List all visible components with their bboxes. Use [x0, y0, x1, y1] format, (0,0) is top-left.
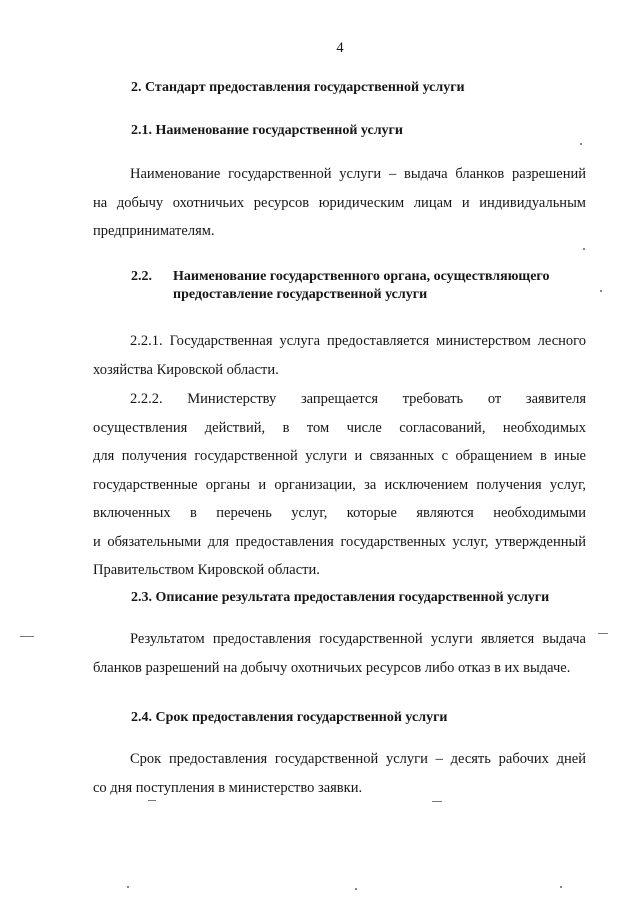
text-line: государственные органы и организации, за исключением получения услуг, — [93, 476, 586, 493]
section-2-1-paragraph — [93, 160, 586, 246]
heading-text: Наименование государственного органа, осуществляющего — [173, 269, 550, 284]
text-line: включенных в перечень услуг, которые являются необходимыми — [93, 505, 586, 521]
section-2-heading: 2. Стандарт предоставления государственной услуги — [131, 80, 465, 95]
text-line: 2.2.2. Министерству запрещается требовать от заявителя — [130, 391, 586, 407]
page-number: 4 — [336, 40, 344, 56]
text-line: Срок предоставления государственной услуги – десять рабочих дней — [130, 751, 586, 767]
heading-line — [131, 269, 586, 285]
section-2-4-heading: 2.4. Срок предоставления государственной услуги — [131, 710, 448, 725]
section-2-1-heading: 2.1. Наименование государственной услуги — [131, 123, 403, 138]
text-line: осуществления действий, в том числе согласований, необходимых — [93, 419, 586, 436]
scan-mark — [432, 801, 442, 802]
scan-dot — [583, 248, 585, 250]
section-2-4-paragraph — [93, 745, 586, 802]
section-2-3-paragraph — [93, 625, 586, 682]
scan-dot — [355, 888, 357, 890]
heading-line: предоставление государственной услуги — [173, 287, 428, 302]
heading-number: 2.2. — [131, 269, 152, 284]
text-line: Правительством Кировской области. — [93, 562, 320, 578]
text-line: на добычу охотничьих ресурсов юридическим лицам и индивидуальным — [93, 194, 586, 211]
scan-dot — [127, 886, 129, 888]
text-line: хозяйства Кировской области. — [93, 361, 279, 378]
text-line: предпринимателям. — [93, 223, 215, 239]
text-line: и обязательными для предоставления государственных услуг, утвержденный — [93, 533, 586, 550]
text-line: Наименование государственной услуги – выдача бланков разрешений — [130, 166, 586, 182]
scan-mark — [598, 633, 608, 634]
scan-dot — [580, 143, 582, 145]
text-line: со дня поступления в министерство заявки. — [93, 779, 363, 796]
scan-mark — [148, 800, 156, 801]
text-line: бланков разрешений на добычу охотничьих ресурсов либо отказ в их выдаче. — [93, 659, 571, 676]
text-line: для получения государственной услуги и связанных с обращением в иные — [93, 448, 586, 464]
scan-dot — [560, 886, 562, 888]
section-2-2-heading — [131, 269, 586, 303]
section-2-2-2-paragraph — [93, 385, 586, 585]
section-2-2-1-paragraph — [93, 327, 586, 384]
scan-dot — [600, 290, 602, 292]
section-2-3-heading: 2.3. Описание результата предоставления государственной услуги — [131, 590, 550, 605]
text-line: Результатом предоставления государственной услуги является выдача — [130, 631, 586, 647]
scan-mark — [20, 636, 34, 637]
text-line: 2.2.1. Государственная услуга предоставляется министерством лесного — [130, 333, 586, 349]
